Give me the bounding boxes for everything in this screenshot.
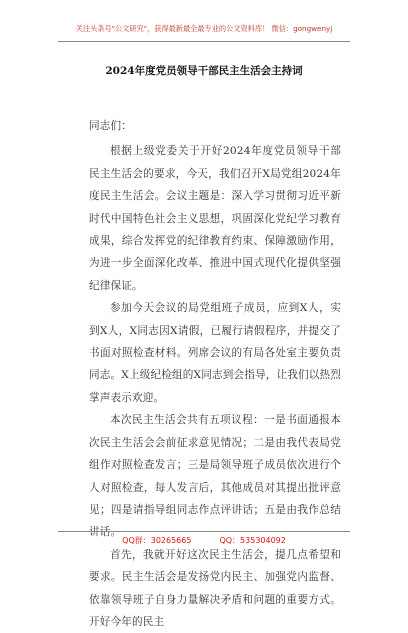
paragraph-2: 参加今天会议的局党组班子成员，应到X人，实到X人，X同志因X请假，已履行请假程序，并提交了书面对照检查材料。列席会议的有局各处室主要负责同志。X上级纪检组的X同志到会指导，让我们以热烈掌声表示欢迎。 bbox=[89, 302, 341, 404]
greeting: 同志们： bbox=[89, 120, 132, 132]
page-footer bbox=[0, 535, 408, 546]
document-title: 2024年度党员领导干部民主生活会主持词 bbox=[105, 65, 303, 77]
paragraph-1: 根据上级党委关于开好2024年度党员领导干部民主生活会的要求，今天，我们召开X局党组2024年度民主生活会。会议主题是：深入学习贯彻习近平新时代中国特色社会主义思想，巩固深化党纪学习教育成果，综合发挥党的纪律教育约束、保障激励作用，为进一步全面深化改革、推进中国式现代化提供坚强纪律保证。 bbox=[89, 145, 341, 292]
footer-qq-contact: QQ：535304092 bbox=[219, 536, 286, 545]
footer-divider bbox=[58, 531, 350, 532]
paragraph-3: 本次民主生活会共有五项议程：一是书面通报本次民主生活会会前征求意见情况；二是由我代表局党组作对照检查发言；三是局领导班子成员依次进行个人对照检查，每人发言后，其他成员对其提出批评意见；四是请指导组同志作点评讲话；五是由我作总结讲话。 bbox=[89, 414, 341, 539]
page-header-notice: 关注头条号"公文研究"，获得最新最全最专业的公文资料库！ 微信：gongwenyj bbox=[75, 24, 333, 33]
header-divider bbox=[58, 41, 350, 42]
footer-qq-group: QQ群：30265665 bbox=[122, 536, 192, 545]
paragraph-4: 首先，我就开好这次民主生活会，提几点希望和要求。民主生活会是发扬党内民主、加强党内监督、依靠领导班子自身力量解决矛盾和问题的重要方式。开好今年的民主 bbox=[89, 548, 341, 628]
document-body bbox=[89, 115, 341, 633]
